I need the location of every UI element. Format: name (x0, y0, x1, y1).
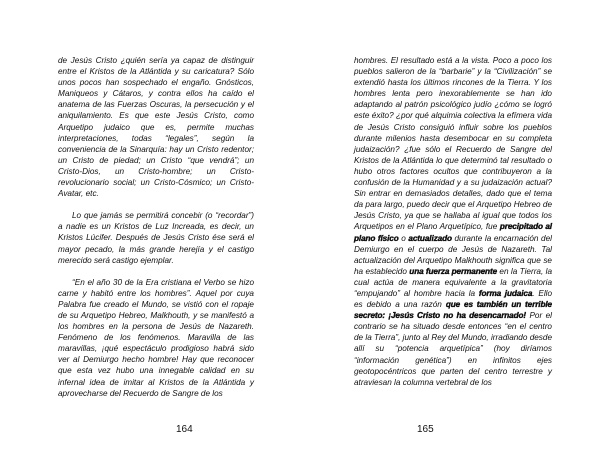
emphasis-text: forma judaica (478, 288, 533, 298)
emphasis-text: actualizado (408, 233, 452, 243)
paragraph (354, 55, 552, 388)
text-run: Por el contrario se ha situado desde entonces “en el centro de la Tierra”, junto al Rey del Mundo, irradiando desde allí su “potencia arquetípica” (hoy diríamos “información genética”) en infinitos ejes geotopocéntricos que parten del centro terrestre y atraviesan la columna vertebral de los (354, 311, 552, 387)
text-run: “En el año 30 de la Era cristiana el Verbo se hizo carne y habitó entre los hombres”. Aquel por cuya Palabra fue creado el Mundo, se vistió con el ropaje de su Arquetipo Hebreo, Malkhouth, y se manifestó a los hombres en la persona de Jesús de Nazareth. Fenómeno de los fenómenos. Maravilla de las maravillas, ¡qué espectáculo prodigioso habrá sido ver al Demiurgo hecho hombre! Hay que reconocer que esta vez hubo una innegable calidad en su infernal idea de imitar al Kristos de la Atlántida y aprovecharse del Recuerdo de Sangre de los (58, 277, 254, 398)
text-run: de Jesús Cristo ¿quién sería ya capaz de distinguir entre el Kristos de la Atlántida y su caricatura? Sólo unos pocos han sospechado el engaño. Gnósticos, Maniqueos y Cátaros, y contra ellos ha caído el anatema de las Fuerzas Oscuras, la persecución y el aniquilamiento. Es que este Jesús Cristo, como Arquetipo judaico que es, permite muchas interpretaciones, todas “legales”, según la conveniencia de la Sinarquía: hay un Cristo redentor; un Cristo de piedad; un Cristo “que vendrá”; un Cristo-Dios, un Cristo-hombre; un Cristo-revolucionario social; un Cristo-Cósmico; un Cristo-Avatar, etc. (58, 56, 254, 199)
emphasis-text: precipitado al plano físico (354, 222, 552, 243)
text-run: Lo que jamás se permitirá concebir (o “recordar”) a nadie es un Kristos de Luz Increada, es decir, un Kristos Lúcifer. Después de Jesús Cristo ése será el mayor pecado, la más grande herejía y el castigo merecido será castigo ejemplar. (58, 211, 254, 265)
text-run: . Ello es debido a una razón (354, 288, 553, 310)
emphasis-text: una fuerza permanente (409, 266, 498, 276)
paragraph (58, 277, 254, 399)
right-page (300, 0, 600, 458)
paragraph (58, 55, 254, 199)
left-page-text (58, 55, 254, 399)
text-run: o (398, 233, 409, 243)
page-number: 164 (176, 424, 193, 435)
text-run: durante la encarnación del Demiurgo en el cuerpo de Jesús de Nazareth. Tal actualización del Arquetipo Malkhouth significa que se ha establecido (354, 233, 552, 276)
emphasis-text: que es también un terrible secreto: ¡Jesús Cristo no ha desencarnado! (354, 300, 553, 321)
text-run: hombres. El resultado está a la vista. Poco a poco los pueblos salieron de la “barbarie” y la “Civilización” se extendió hasta los últimos rincones de la Tierra. Y los hombres lenta pero inexorablemente se han ido adaptando al patrón psicológico judío ¿cómo se logró este éxito? ¿por qué alquimia colectiva la efímera vida de Jesús Cristo consiguió influir sobre los pueblos durante milenios hasta desembocar en su completa judaización? ¿fue sólo el Recuerdo de Sangre del Kristos de la Atlántida lo que determinó tal resultado o hubo otros factores ocultos que contribuyeron a la confusión de la Humanidad y a su judaización actual? Sin entrar en demasiados detalles, dado que el tema da para largo, puedo decir que el Arquetipo Hebreo de Jesús Cristo, ya que se hallaba al igual que todos los Arquetipos en el Plano Arquetípico, fue (354, 56, 552, 232)
page-number: 165 (417, 424, 434, 435)
text-run: en la Tierra, la cual actúa de manera equivalente a la gravitatoria “empujando” al hombre hacia la (354, 266, 553, 298)
paragraph (58, 210, 254, 265)
right-page-text (354, 55, 552, 388)
